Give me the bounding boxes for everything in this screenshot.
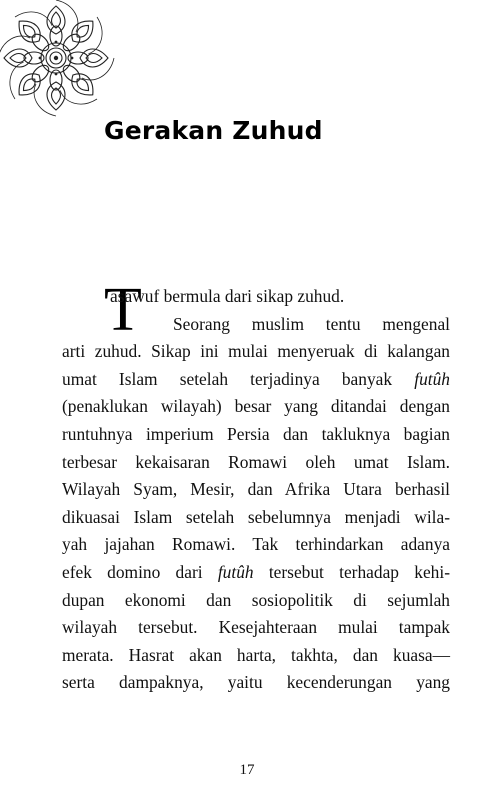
body-line: yah jajahan Romawi. Tak terhindarkan adanya (62, 534, 450, 555)
italic-term: futûh (217, 561, 254, 582)
body-line: serta dampaknya, yaitu kecenderungan yang (62, 672, 450, 693)
chapter-title: Gerakan Zuhud (104, 116, 323, 145)
mandala-ornament-icon (0, 0, 116, 118)
body-line (62, 559, 450, 587)
body-line: terbesar kekaisaran Romawi oleh umat Islam. (62, 451, 450, 472)
body-line (62, 366, 450, 394)
body-line: dupan ekonomi dan sosiopolitik di sejumlah (62, 589, 450, 610)
body-line: Wilayah Syam, Mesir, dan Afrika Utara berhasil (62, 479, 450, 500)
body-line: dikuasai Islam setelah sebelumnya menjadi wila- (62, 506, 450, 527)
text-run: efek domino dari (62, 561, 218, 582)
drop-cap: T (104, 276, 142, 344)
body-line: arti zuhud. Sikap ini mulai menyeruak di kalangan (62, 341, 450, 362)
italic-term: futûh (414, 368, 450, 389)
body-line: asawuf bermula dari sikap zuhud. (110, 286, 345, 306)
body-line: wilayah tersebut. Kesejahteraan mulai tampak (62, 617, 450, 638)
page-number: 17 (239, 762, 255, 778)
body-line: (penaklukan wilayah) besar yang ditandai dengan (62, 396, 450, 417)
body-paragraph (62, 283, 450, 697)
body-line: Seorang muslim tentu mengenal (173, 313, 450, 334)
text-run: umat Islam setelah terjadinya banyak (62, 368, 415, 389)
text-run: tersebut terhadap kehi- (253, 561, 450, 582)
body-line: merata. Hasrat akan harta, takhta, dan kuasa— (62, 644, 450, 665)
body-line: runtuhnya imperium Persia dan takluknya bagian (62, 423, 450, 444)
